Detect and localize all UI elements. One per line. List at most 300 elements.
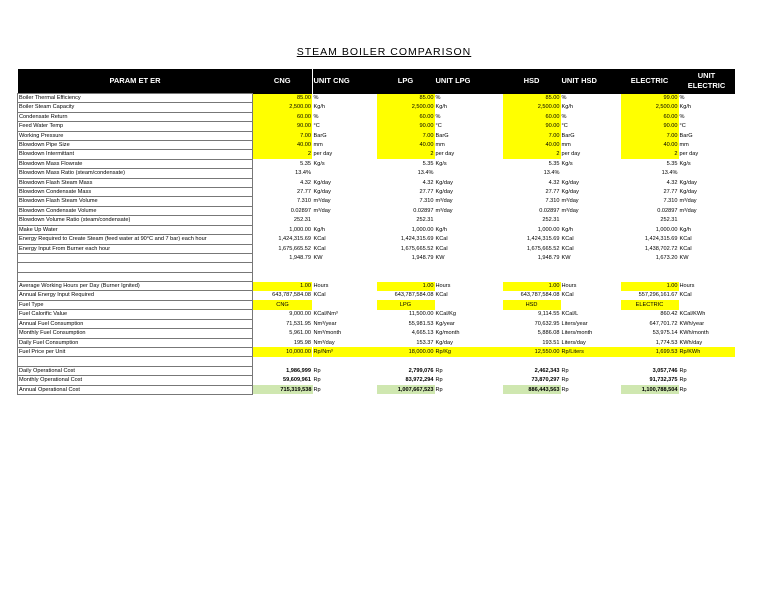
value-cell-hsd: 5.35	[548, 160, 560, 167]
value-cell-lpg: 85.00	[377, 94, 435, 103]
value-cell-hsd: 1,948.79	[537, 254, 560, 261]
unit-cell-cng: Nm³/month	[313, 330, 342, 337]
table-row	[18, 206, 735, 215]
header-unit-electric: UNIT ELECTRIC	[679, 69, 735, 94]
value-cell-hsd: 1,675,665.52	[526, 245, 560, 252]
parameter-label: Blowdown Pipe Size	[18, 141, 253, 150]
value-cell-hsd: 73,870,297	[531, 377, 560, 384]
unit-cell-el: °C	[679, 123, 686, 130]
unit-cell-cng: KCal	[313, 292, 326, 299]
header-unit-hsd: UNIT HSD	[561, 69, 621, 94]
value-cell-el: 5.35	[666, 160, 678, 167]
unit-cell-lpg	[435, 357, 503, 366]
table-row	[18, 225, 735, 234]
unit-cell-hsd: Liters/day	[561, 339, 586, 346]
value-cell-cng: 40.00	[253, 141, 313, 150]
unit-cell-lpg: m³/day	[435, 198, 453, 205]
unit-cell-cng: %	[313, 113, 319, 120]
unit-cell-cng: Kg/s	[313, 160, 325, 167]
unit-cell-cng: Rp	[313, 377, 321, 384]
blank-row	[18, 272, 735, 281]
unit-cell-el: Rp/KWh	[679, 347, 735, 356]
unit-cell-hsd	[561, 169, 621, 178]
value-cell-el: 60.00	[621, 112, 679, 121]
unit-cell-hsd	[561, 263, 621, 272]
value-cell-cng: 1,675,665.52	[278, 245, 311, 252]
value-cell-hsd: 1,424,315.69	[526, 236, 560, 243]
value-cell-el	[621, 272, 679, 281]
unit-cell-lpg: KCal	[435, 236, 448, 243]
unit-cell-el: Kg/s	[679, 160, 691, 167]
value-cell-el	[621, 263, 679, 272]
unit-cell-cng: Kg/h	[313, 104, 326, 111]
value-cell-lpg: 1,675,665.52	[400, 245, 434, 252]
value-cell-hsd: 4.32	[548, 179, 560, 186]
unit-cell-cng: Nm³/day	[313, 339, 335, 346]
value-cell-hsd	[503, 263, 561, 272]
unit-cell-hsd: Rp/Liters	[561, 347, 621, 356]
value-cell-lpg: 252.31	[416, 217, 434, 224]
unit-cell-cng: Rp	[313, 386, 321, 393]
value-cell-el: 1,438,702.72	[644, 245, 678, 252]
unit-cell-cng: KCal	[313, 236, 326, 243]
table-row	[18, 253, 735, 262]
unit-cell-cng	[313, 263, 377, 272]
unit-cell-lpg: KCal	[435, 245, 448, 252]
unit-cell-lpg	[435, 169, 503, 178]
unit-cell-el: Rp	[679, 367, 687, 374]
unit-cell-el: m³/day	[679, 207, 697, 214]
value-cell-el: 27.77	[663, 189, 678, 196]
value-cell-hsd: 13.4%	[543, 170, 560, 177]
header-hsd: HSD	[503, 69, 561, 94]
unit-cell-lpg: Rp	[435, 377, 443, 384]
value-cell-lpg: 2,799,076	[408, 367, 434, 374]
value-cell-cng: 90.00	[253, 122, 313, 131]
value-cell-lpg: 90.00	[377, 122, 435, 131]
value-cell-hsd: 90.00	[503, 122, 561, 131]
unit-cell-cng: per day	[313, 151, 333, 158]
parameter-label: Monthly Fuel Consumption	[18, 329, 253, 338]
unit-cell-hsd: KCal	[561, 236, 574, 243]
table-row	[18, 150, 735, 159]
unit-cell-hsd: Liters/month	[561, 330, 593, 337]
value-cell-lpg: 2,500.00	[377, 103, 435, 112]
unit-cell-cng: mm	[313, 142, 323, 149]
value-cell-lpg	[377, 263, 435, 272]
value-cell-el: 91,732,375	[649, 377, 678, 384]
value-cell-el: 1,774.53	[655, 339, 678, 346]
value-cell-el: 557,296,161.67	[638, 292, 678, 299]
parameter-label	[18, 357, 253, 366]
value-cell-lpg: 5.35	[422, 160, 434, 167]
header-lpg: LPG	[377, 69, 435, 94]
value-cell-cng: 252.31	[293, 217, 311, 224]
value-cell-cng: 27.77	[297, 189, 311, 196]
unit-cell-hsd: Rp	[561, 367, 569, 374]
unit-cell-lpg: Hours	[435, 283, 451, 290]
unit-cell-hsd: Kg/s	[561, 160, 573, 167]
value-cell-cng	[253, 272, 313, 281]
table-row	[18, 244, 735, 253]
parameter-label: Blowdown Mass Flowrate	[18, 159, 253, 168]
parameter-label: Monthly Operational Cost	[18, 376, 253, 385]
value-cell-cng: 1,986,999	[286, 367, 311, 374]
value-cell-lpg: 0.02897	[413, 207, 434, 214]
parameter-label: Average Working Hours per Day (Burner Ignited)	[18, 282, 253, 291]
unit-cell-cng: Rp/Nm³	[313, 347, 377, 356]
value-cell-cng: 85.00	[253, 94, 313, 103]
value-cell-el: 3,057,746	[652, 367, 678, 374]
value-cell-cng: 715,319,538	[253, 385, 313, 394]
unit-cell-el: BarG	[679, 132, 693, 139]
value-cell-el: 1,100,788,504	[621, 385, 679, 394]
value-cell-cng: 7.00	[253, 131, 313, 140]
unit-cell-lpg: °C	[435, 123, 442, 130]
unit-cell-cng	[313, 300, 377, 309]
unit-cell-el: KWh/month	[679, 330, 709, 337]
value-cell-cng: 1,948.79	[289, 254, 311, 261]
unit-cell-lpg: per day	[435, 151, 455, 158]
unit-cell-lpg: Kg/h	[435, 104, 448, 111]
value-cell-el: 2	[621, 150, 679, 159]
unit-cell-hsd: KCal/L	[561, 311, 579, 318]
unit-cell-lpg: Rp	[435, 386, 443, 393]
value-cell-lpg: 11,500.00	[409, 311, 434, 318]
header-unit-cng: UNIT CNG	[313, 69, 377, 94]
value-cell-hsd: 2	[503, 150, 561, 159]
value-cell-cng: CNG	[253, 300, 313, 309]
unit-cell-lpg	[435, 300, 503, 309]
unit-cell-hsd: Kg/h	[561, 104, 574, 111]
unit-cell-hsd: m³/day	[561, 207, 579, 214]
value-cell-hsd: 85.00	[503, 94, 561, 103]
value-cell-hsd: 2,462,343	[534, 367, 560, 374]
value-cell-cng: 643,787,584.08	[272, 292, 311, 299]
unit-cell-el	[679, 169, 735, 178]
parameter-label: Blowdown Intermittant	[18, 150, 253, 159]
unit-cell-cng: BarG	[313, 132, 327, 139]
unit-cell-el: Kg/day	[679, 189, 697, 196]
unit-cell-lpg	[435, 263, 503, 272]
parameter-label: Annual Fuel Consumption	[18, 319, 253, 328]
value-cell-hsd: 643,787,584.08	[520, 292, 560, 299]
unit-cell-hsd: Rp	[561, 386, 569, 393]
parameter-label: Feed Water Temp	[18, 122, 253, 131]
unit-cell-cng: Nm³/year	[313, 320, 337, 327]
header-parameter: PARAM ET ER	[18, 69, 253, 94]
parameter-label: Working Pressure	[18, 131, 253, 140]
unit-cell-el: %	[679, 113, 685, 120]
value-cell-cng: 10,000.00	[253, 347, 313, 356]
unit-cell-el: per day	[679, 151, 699, 158]
value-cell-el: 2,500.00	[621, 103, 679, 112]
value-cell-el: 1,673.20	[655, 254, 678, 261]
value-cell-el: 7.310	[663, 198, 678, 205]
unit-cell-hsd: Rp	[561, 377, 569, 384]
unit-cell-hsd	[561, 272, 621, 281]
parameter-label: Fuel Price per Unit	[18, 347, 253, 356]
value-cell-lpg: 40.00	[377, 141, 435, 150]
value-cell-hsd: 12,550.00	[503, 347, 561, 356]
table-row	[18, 319, 735, 328]
table-row	[18, 112, 735, 121]
table-row	[18, 310, 735, 319]
value-cell-lpg: 55,981.53	[408, 320, 434, 327]
value-cell-hsd: 60.00	[503, 112, 561, 121]
unit-cell-cng: °C	[313, 123, 320, 130]
table-row	[18, 197, 735, 206]
value-cell-hsd	[503, 357, 561, 366]
unit-cell-el: KWh/day	[679, 339, 703, 346]
unit-cell-hsd: Kg/day	[561, 189, 579, 196]
unit-cell-cng: m³/day	[313, 198, 331, 205]
value-cell-hsd: 252.31	[542, 217, 560, 224]
value-cell-el: ELECTRIC	[621, 300, 679, 309]
unit-cell-hsd	[561, 357, 621, 366]
unit-cell-cng: KW	[313, 254, 323, 261]
value-cell-el: 4.32	[666, 179, 678, 186]
unit-cell-el: KCal	[679, 292, 692, 299]
value-cell-cng: 2	[253, 150, 313, 159]
unit-cell-el: %	[679, 95, 685, 101]
parameter-label: Boiler Thermal Efficiency	[18, 94, 253, 103]
unit-cell-hsd: Hours	[561, 283, 577, 290]
blank-row	[18, 357, 735, 366]
unit-cell-el: KCal	[679, 245, 692, 252]
value-cell-hsd: 5,886.08	[537, 330, 560, 337]
value-cell-hsd: 70,632.95	[534, 320, 560, 327]
unit-cell-hsd: %	[561, 95, 567, 101]
value-cell-lpg: 1,007,667,523	[377, 385, 435, 394]
value-cell-lpg: LPG	[377, 300, 435, 309]
value-cell-hsd: 1,000.00	[537, 226, 560, 233]
value-cell-lpg: 18,000.00	[377, 347, 435, 356]
value-cell-cng	[253, 357, 313, 366]
table-row	[18, 103, 735, 112]
unit-cell-cng: Kg/day	[313, 189, 331, 196]
unit-cell-lpg: %	[435, 95, 441, 101]
value-cell-el	[621, 357, 679, 366]
unit-cell-lpg: Kg/year	[435, 320, 455, 327]
unit-cell-cng: Hours	[313, 283, 329, 290]
unit-cell-lpg: BarG	[435, 132, 449, 139]
value-cell-hsd: 27.77	[545, 189, 560, 196]
value-cell-el: 13.4%	[661, 170, 678, 177]
table-row	[18, 159, 735, 168]
unit-cell-el: Kg/day	[679, 179, 697, 186]
unit-cell-lpg: Kg/s	[435, 160, 447, 167]
unit-cell-lpg: Rp	[435, 367, 443, 374]
value-cell-cng: 13.4%	[295, 170, 311, 177]
value-cell-cng: 2,500.00	[253, 103, 313, 112]
parameter-label: Daily Operational Cost	[18, 366, 253, 375]
unit-cell-cng	[313, 169, 377, 178]
value-cell-hsd: 1.00	[503, 282, 561, 291]
value-cell-cng: 5,961.00	[289, 330, 311, 337]
value-cell-lpg	[377, 357, 435, 366]
parameter-label	[18, 253, 253, 262]
unit-cell-cng	[313, 216, 377, 225]
unit-cell-lpg: Rp/Kg	[435, 347, 503, 356]
value-cell-el: 7.00	[621, 131, 679, 140]
value-cell-el: 53,975.14	[652, 330, 678, 337]
unit-cell-cng: m³/day	[313, 207, 331, 214]
unit-cell-lpg: Kg/day	[435, 339, 453, 346]
value-cell-lpg: 4.32	[422, 179, 434, 186]
unit-cell-lpg	[435, 216, 503, 225]
value-cell-cng: 0.02897	[290, 207, 311, 214]
parameter-label: Daily Fuel Consumption	[18, 338, 253, 347]
value-cell-hsd: 9,114.55	[538, 311, 560, 318]
value-cell-lpg: 4,665.13	[411, 330, 434, 337]
value-cell-lpg: 2	[377, 150, 435, 159]
table-row	[18, 122, 735, 131]
table-row	[18, 188, 735, 197]
value-cell-hsd: 0.02897	[539, 207, 560, 214]
unit-cell-el: KCal	[679, 236, 692, 243]
value-cell-lpg: 643,787,584.08	[394, 292, 434, 299]
unit-cell-cng: KCal	[313, 245, 326, 252]
value-cell-el: 0.02897	[657, 207, 678, 214]
unit-cell-lpg: KCal	[435, 292, 448, 299]
unit-cell-lpg: Kg/day	[435, 179, 453, 186]
value-cell-lpg: 27.77	[419, 189, 434, 196]
unit-cell-lpg	[435, 272, 503, 281]
value-cell-el: 1,699.53	[621, 347, 679, 356]
unit-cell-el	[679, 216, 735, 225]
unit-cell-cng	[313, 272, 377, 281]
unit-cell-el: KCal/KWh	[679, 311, 706, 318]
value-cell-el: 1,000.00	[655, 226, 678, 233]
value-cell-hsd: HSD	[503, 300, 561, 309]
parameter-label: Blowdown Mass Ratio (steam/condensate)	[18, 169, 253, 178]
value-cell-cng: 59,609,961	[283, 377, 311, 384]
value-cell-hsd: 886,443,563	[503, 385, 561, 394]
unit-cell-lpg: Kg/h	[435, 226, 448, 233]
table-row	[18, 94, 735, 103]
unit-cell-el: Hours	[679, 283, 695, 290]
value-cell-lpg: 1.00	[377, 282, 435, 291]
value-cell-hsd: 7.00	[503, 131, 561, 140]
table-row	[18, 178, 735, 187]
table-row	[18, 385, 735, 394]
unit-cell-cng: Rp	[313, 367, 321, 374]
header-electric: ELECTRIC	[621, 69, 679, 94]
value-cell-el: 860.42	[660, 311, 678, 318]
parameter-label: Blowdown Condensate Mass	[18, 188, 253, 197]
table-row	[18, 235, 735, 244]
header-row	[18, 69, 735, 94]
table-row	[18, 169, 735, 178]
parameter-label: Annual Operational Cost	[18, 385, 253, 394]
unit-cell-el: Kg/h	[679, 104, 692, 111]
page-title: STEAM BOILER COMPARISON	[296, 46, 472, 58]
table-row	[18, 216, 735, 225]
table-row	[18, 338, 735, 347]
unit-cell-el	[679, 357, 735, 366]
unit-cell-hsd: Liters/year	[561, 320, 588, 327]
unit-cell-hsd: KW	[561, 254, 571, 261]
unit-cell-lpg: Kg/month	[435, 330, 460, 337]
unit-cell-lpg: KCal/Kg	[435, 311, 457, 318]
value-cell-lpg: 60.00	[377, 112, 435, 121]
value-cell-cng: 195.98	[293, 339, 311, 346]
parameter-label: Blowdown Flash Steam Mass	[18, 178, 253, 187]
parameter-label: Fuel Calorific Value	[18, 310, 253, 319]
value-cell-lpg: 1,948.79	[411, 254, 434, 261]
value-cell-cng: 5.35	[300, 160, 311, 167]
unit-cell-el	[679, 263, 735, 272]
unit-cell-el: m³/day	[679, 198, 697, 205]
parameter-label: Energy Required to Create Steam (feed water at 90°C and 7 bar) each hour	[18, 235, 253, 244]
unit-cell-hsd	[561, 216, 621, 225]
unit-cell-el	[679, 272, 735, 281]
table-row	[18, 131, 735, 140]
unit-cell-el	[679, 300, 735, 309]
unit-cell-hsd: KCal	[561, 245, 574, 252]
unit-cell-lpg: mm	[435, 142, 445, 149]
value-cell-lpg: 7.00	[377, 131, 435, 140]
value-cell-lpg: 7.310	[419, 198, 434, 205]
parameter-label: Make Up Water	[18, 225, 253, 234]
unit-cell-el: KWh/year	[679, 320, 705, 327]
unit-cell-lpg: %	[435, 113, 441, 120]
header-unit-lpg: UNIT LPG	[435, 69, 503, 94]
parameter-label: Boiler Steam Capacity	[18, 103, 253, 112]
table-row	[18, 376, 735, 385]
value-cell-lpg	[377, 272, 435, 281]
parameter-label	[18, 272, 253, 281]
value-cell-cng: 71,531.95	[286, 320, 311, 327]
value-cell-hsd: 2,500.00	[503, 103, 561, 112]
unit-cell-hsd: BarG	[561, 132, 575, 139]
value-cell-el: 90.00	[621, 122, 679, 131]
value-cell-el: 40.00	[621, 141, 679, 150]
value-cell-el: 99.00	[621, 94, 679, 103]
value-cell-lpg: 83,972,294	[405, 377, 434, 384]
unit-cell-cng: Kg/h	[313, 226, 326, 233]
unit-cell-hsd: °C	[561, 123, 568, 130]
value-cell-cng: 1.00	[253, 282, 313, 291]
parameter-label: Fuel Type	[18, 300, 253, 309]
table-body	[18, 94, 735, 395]
unit-cell-lpg: m³/day	[435, 207, 453, 214]
blank-row	[18, 263, 735, 272]
unit-cell-hsd: Kg/day	[561, 179, 579, 186]
table-row	[18, 329, 735, 338]
value-cell-lpg: 13.4%	[417, 170, 434, 177]
unit-cell-el: Rp	[679, 377, 687, 384]
unit-cell-el: Rp	[679, 386, 687, 393]
unit-cell-hsd: mm	[561, 142, 571, 149]
table-row	[18, 347, 735, 356]
unit-cell-cng: KCal/Nm³	[313, 311, 338, 318]
value-cell-el: 1.00	[621, 282, 679, 291]
table-row	[18, 141, 735, 150]
value-cell-hsd: 40.00	[503, 141, 561, 150]
unit-cell-hsd	[561, 300, 621, 309]
table-row	[18, 291, 735, 300]
parameter-label: Blowdown Flash Steam Volume	[18, 197, 253, 206]
value-cell-cng: 7.310	[297, 198, 311, 205]
unit-cell-cng	[313, 357, 377, 366]
unit-cell-cng: Kg/day	[313, 179, 331, 186]
value-cell-cng: 1,424,315.69	[278, 236, 311, 243]
parameter-label: Blowdown Condensate Volume	[18, 206, 253, 215]
value-cell-cng: 1,000.00	[289, 226, 311, 233]
comparison-table	[17, 69, 735, 395]
